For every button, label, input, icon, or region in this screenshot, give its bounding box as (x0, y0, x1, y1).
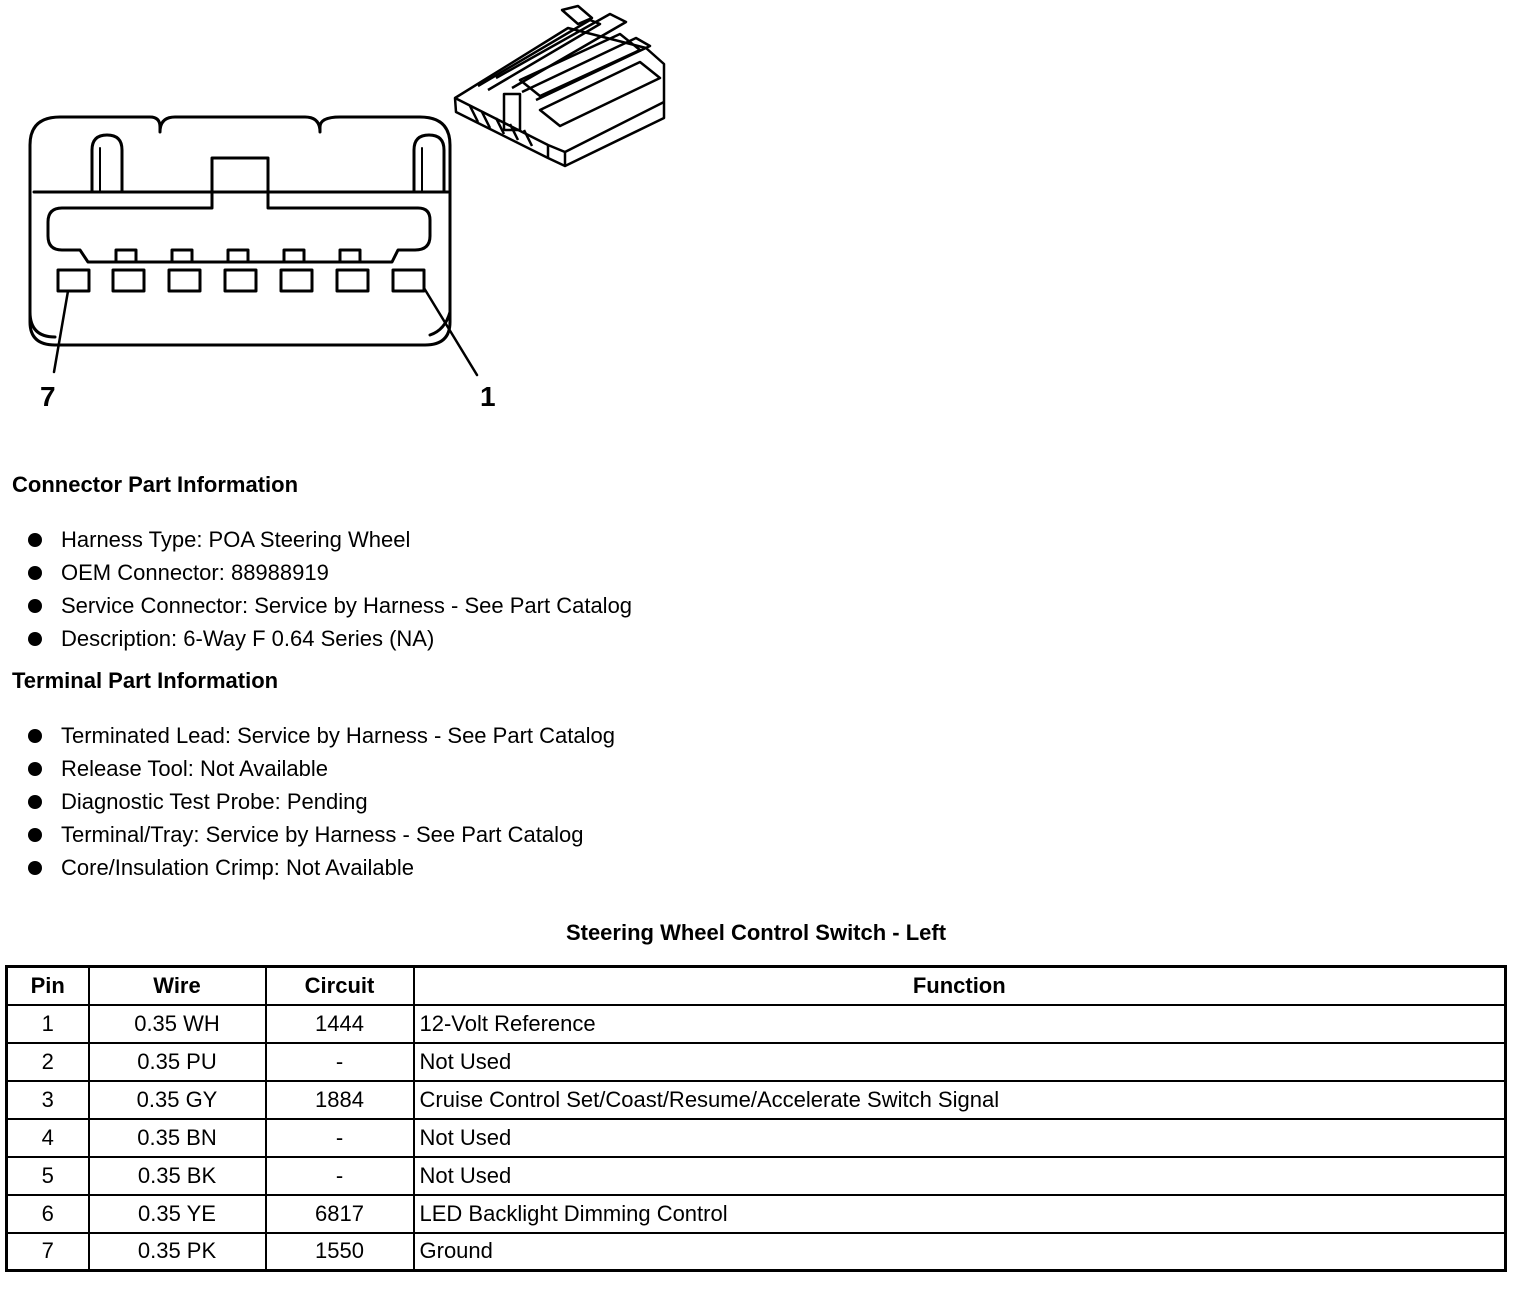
column-header-pin: Pin (7, 967, 89, 1005)
pin-cavity-3 (281, 270, 312, 291)
pin-cavity-5 (169, 270, 200, 291)
circuit-cell: - (266, 1043, 414, 1081)
pin-label-7: 7 (40, 381, 56, 412)
pin-cell: 5 (7, 1157, 89, 1195)
function-cell: Not Used (414, 1043, 1506, 1081)
bullet-icon (28, 533, 42, 547)
left-latch (92, 135, 122, 192)
pin-label-1: 1 (480, 381, 496, 412)
bullet-icon (28, 828, 42, 842)
list-item: OEM Connector: 88988919 (28, 556, 632, 589)
circuit-cell: 6817 (266, 1195, 414, 1233)
bullet-icon (28, 566, 42, 580)
pin-cavity-1 (393, 270, 424, 291)
function-cell: 12-Volt Reference (414, 1005, 1506, 1043)
right-latch (414, 135, 444, 192)
bullet-icon (28, 861, 42, 875)
circuit-cell: 1884 (266, 1081, 414, 1119)
connector-diagram (0, 0, 1520, 440)
pin-cavity-4 (225, 270, 256, 291)
wire-cell: 0.35 YE (89, 1195, 266, 1233)
pin-cavity-7 (58, 270, 89, 291)
table-row (7, 1233, 1506, 1271)
pin-table (5, 965, 1507, 1272)
column-header-function: Function (414, 967, 1506, 1005)
function-cell: LED Backlight Dimming Control (414, 1195, 1506, 1233)
bullet-icon (28, 599, 42, 613)
connector-info-list (28, 523, 632, 655)
pin-cell: 2 (7, 1043, 89, 1081)
bullet-icon (28, 762, 42, 776)
list-item: Terminal/Tray: Service by Harness - See Part Catalog (28, 818, 615, 851)
table-row (7, 1005, 1506, 1043)
wire-cell: 0.35 PU (89, 1043, 266, 1081)
pin-cell: 7 (7, 1233, 89, 1271)
list-item: Diagnostic Test Probe: Pending (28, 785, 615, 818)
table-row (7, 1043, 1506, 1081)
table-row (7, 1157, 1506, 1195)
function-cell: Not Used (414, 1119, 1506, 1157)
connector-isometric-view (455, 6, 664, 166)
pin-cavity-6 (113, 270, 144, 291)
list-item: Service Connector: Service by Harness - See Part Catalog (28, 589, 632, 622)
list-item: Core/Insulation Crimp: Not Available (28, 851, 615, 884)
pin-cell: 6 (7, 1195, 89, 1233)
pin-cell: 3 (7, 1081, 89, 1119)
circuit-cell: 1444 (266, 1005, 414, 1043)
pin-cell: 4 (7, 1119, 89, 1157)
terminal-cavity (48, 158, 430, 262)
list-item: Description: 6-Way F 0.64 Series (NA) (28, 622, 632, 655)
wire-cell: 0.35 BK (89, 1157, 266, 1195)
bullet-icon (28, 729, 42, 743)
function-cell: Ground (414, 1233, 1506, 1271)
wire-cell: 0.35 GY (89, 1081, 266, 1119)
function-cell: Cruise Control Set/Coast/Resume/Accelerate Switch Signal (414, 1081, 1506, 1119)
circuit-cell: - (266, 1119, 414, 1157)
pin-cavity-2 (337, 270, 368, 291)
wire-cell: 0.35 PK (89, 1233, 266, 1271)
table-row (7, 1081, 1506, 1119)
table-row (7, 1195, 1506, 1233)
bullet-icon (28, 795, 42, 809)
wire-cell: 0.35 BN (89, 1119, 266, 1157)
circuit-cell: - (266, 1157, 414, 1195)
column-header-wire: Wire (89, 967, 266, 1005)
table-header-row (7, 967, 1506, 1005)
list-item: Harness Type: POA Steering Wheel (28, 523, 632, 556)
column-header-circuit: Circuit (266, 967, 414, 1005)
pin-cell: 1 (7, 1005, 89, 1043)
terminal-info-list (28, 719, 615, 884)
function-cell: Not Used (414, 1157, 1506, 1195)
bullet-icon (28, 632, 42, 646)
table-title: Steering Wheel Control Switch - Left (565, 920, 947, 945)
connector-info-title: Connector Part Information (12, 472, 299, 497)
list-item: Release Tool: Not Available (28, 752, 615, 785)
wire-cell: 0.35 WH (89, 1005, 266, 1043)
leader-line-7 (54, 291, 68, 372)
circuit-cell: 1550 (266, 1233, 414, 1271)
table-row (7, 1119, 1506, 1157)
terminal-info-title: Terminal Part Information (12, 668, 279, 693)
list-item: Terminated Lead: Service by Harness - See Part Catalog (28, 719, 615, 752)
